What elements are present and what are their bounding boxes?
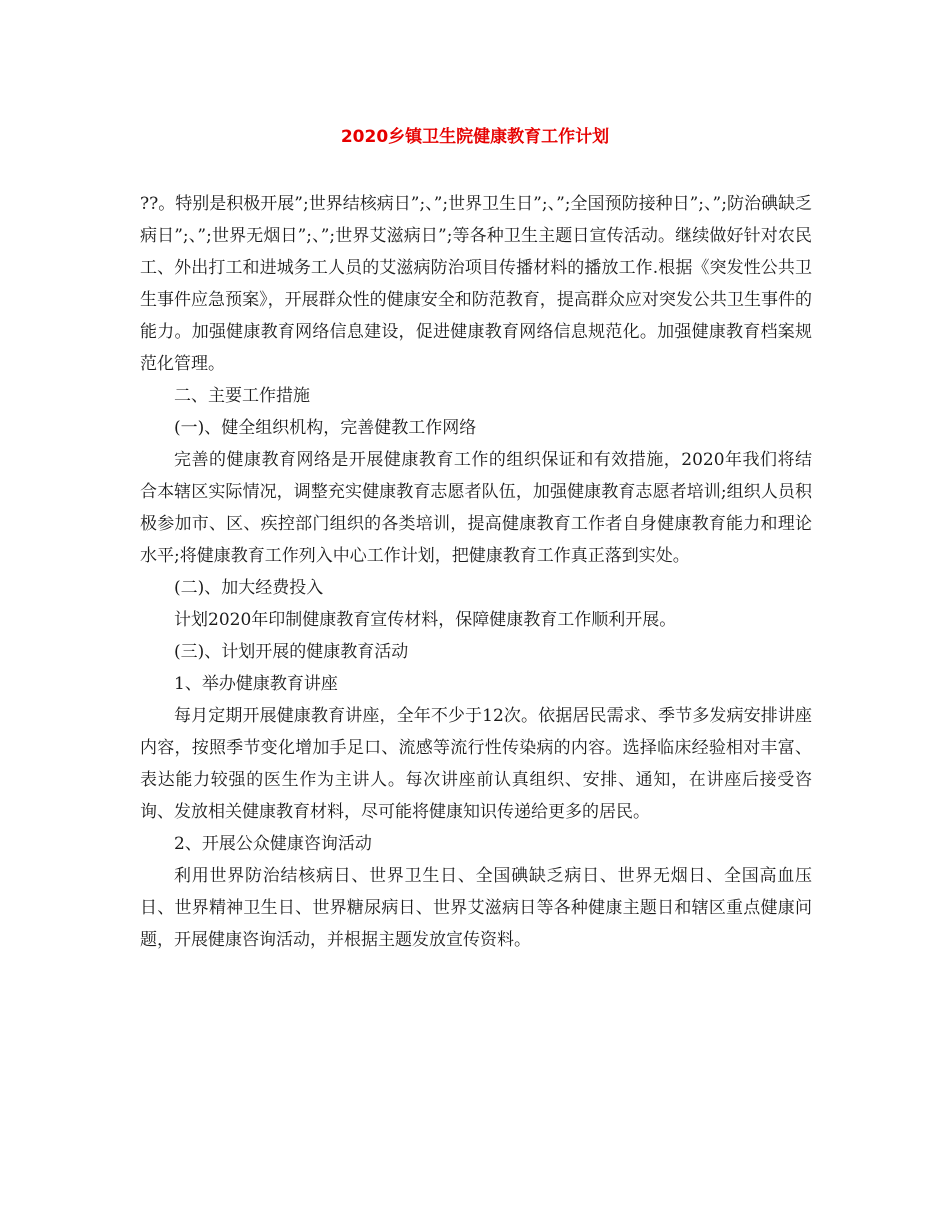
document-title: 2020乡镇卫生院健康教育工作计划: [340, 127, 610, 147]
paragraph-intro: ??。特别是积极开展”;世界结核病日”;、”;世界卫生日”;、”;全国预防接种日”;、”;防治碘缺乏病日”;、”;世界无烟日”;、”;世界艾滋病日”;等各种卫生主题日宣传活动。继续做好针对农民工、外出打工和进城务工人员的艾滋病防治项目传播材料的播放工作.根据《突发性公共卫生事件应急预案》，开展群众性的健康安全和防范教育，提高群众应对突发公共卫生事件的能力。加强健康教育网络信息建设，促进健康教育网络信息规范化。加强健康教育档案规范化管理。: [140, 194, 812, 374]
paragraph-network: 完善的健康教育网络是开展健康教育工作的组织保证和有效措施，2020年我们将结合本辖区实际情况，调整充实健康教育志愿者队伍，加强健康教育志愿者培训;组织人员积极参加市、区、疾控部门组织的各类培训，提高健康教育工作者自身健康教育能力和理论水平;将健康教育工作列入中心工作计划，把健康教育工作真正落到实处。: [140, 450, 812, 566]
subheading-funding: (二)、加大经费投入: [174, 578, 324, 598]
subheading-activities: (三)、计划开展的健康教育活动: [174, 642, 409, 662]
section-heading-measures: 二、主要工作措施: [174, 386, 310, 406]
item-heading-lectures: 1、举办健康教育讲座: [174, 674, 338, 694]
paragraph-consultation: 利用世界防治结核病日、世界卫生日、全国碘缺乏病日、世界无烟日、全国高血压日、世界精神卫生日、世界糖尿病日、世界艾滋病日等各种健康主题日和辖区重点健康问题，开展健康咨询活动，并根据主题发放宣传资料。: [140, 866, 812, 950]
item-heading-consultation: 2、开展公众健康咨询活动: [174, 834, 372, 854]
paragraph-lectures: 每月定期开展健康教育讲座，全年不少于12次。依据居民需求、季节多发病安排讲座内容，按照季节变化增加手足口、流感等流行性传染病的内容。选择临床经验相对丰富、表达能力较强的医生作为主讲人。每次讲座前认真组织、安排、通知，在讲座后接受咨询、发放相关健康教育材料，尽可能将健康知识传递给更多的居民。: [140, 706, 812, 822]
paragraph-funding: 计划2020年印制健康教育宣传材料，保障健康教育工作顺利开展。: [174, 610, 677, 630]
document-body: [140, 188, 812, 956]
subheading-organization: (一)、健全组织机构，完善健教工作网络: [174, 418, 477, 438]
